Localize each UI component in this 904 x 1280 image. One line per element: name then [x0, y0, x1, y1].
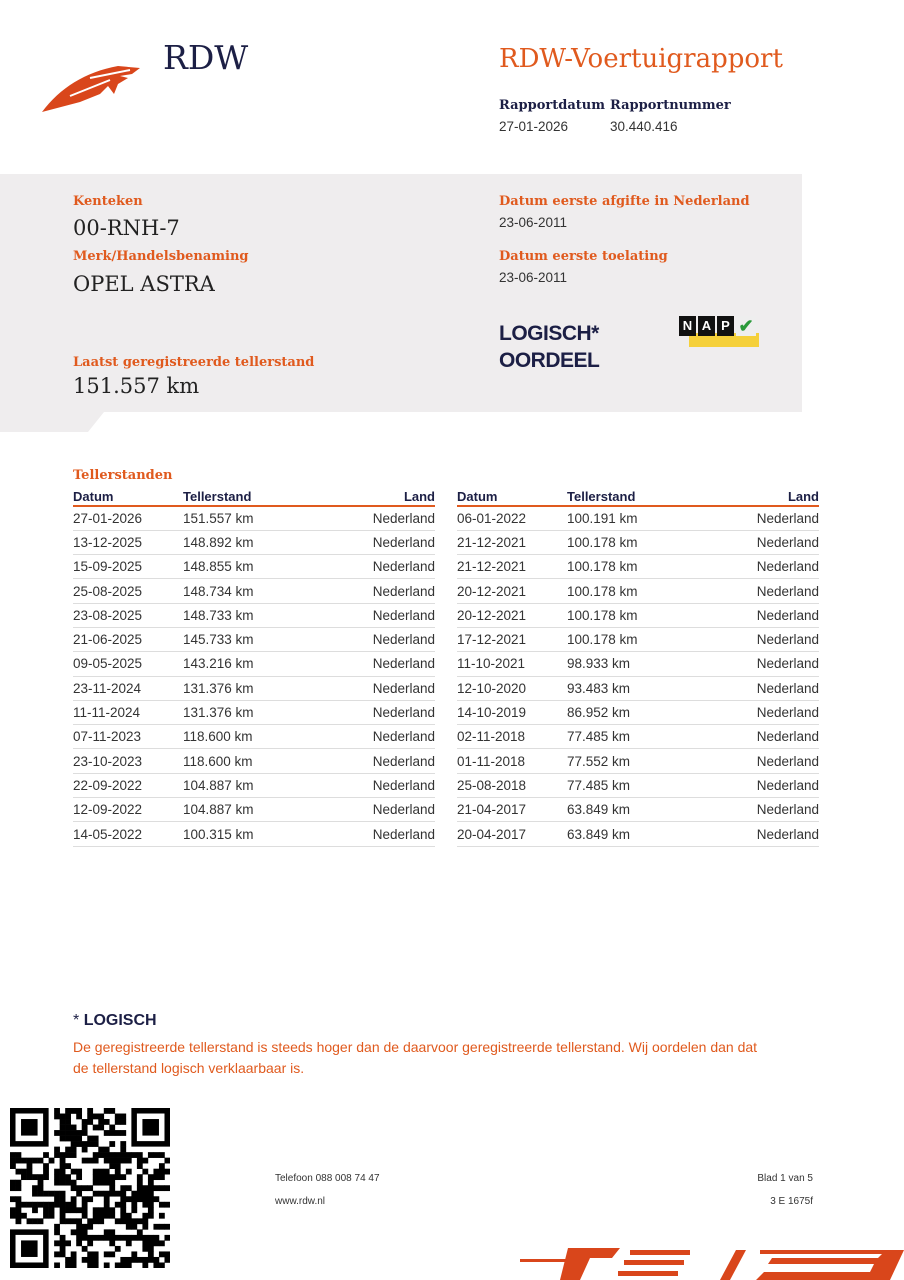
row-date: 21-12-2021 — [457, 530, 567, 554]
row-reading: 100.178 km — [567, 579, 701, 603]
row-date: 21-12-2021 — [457, 555, 567, 579]
row-country: Nederland — [317, 579, 435, 603]
row-reading: 98.933 km — [567, 652, 701, 676]
table-row — [73, 579, 435, 603]
row-reading: 63.849 km — [567, 798, 701, 822]
table-row — [457, 749, 819, 773]
make-label: Merk/Handelsbenaming — [73, 249, 249, 264]
first-issue-label: Datum eerste afgifte in Nederland — [499, 194, 750, 209]
row-reading: 118.600 km — [183, 725, 317, 749]
row-date: 14-05-2022 — [73, 822, 183, 846]
row-country: Nederland — [701, 579, 819, 603]
row-country: Nederland — [317, 603, 435, 627]
row-date: 11-11-2024 — [73, 700, 183, 724]
row-reading: 100.178 km — [567, 627, 701, 651]
row-country: Nederland — [701, 700, 819, 724]
col-country: Land — [317, 488, 435, 506]
row-country: Nederland — [701, 652, 819, 676]
brand-name: RDW — [163, 38, 249, 77]
table-row — [457, 822, 819, 846]
readings-table-left — [73, 488, 435, 847]
table-row — [73, 725, 435, 749]
verdict-line2: OORDEEL — [499, 349, 600, 372]
row-date: 06-01-2022 — [457, 506, 567, 530]
document-code: 3 E 1675f — [770, 1196, 813, 1207]
row-country: Nederland — [701, 530, 819, 554]
first-issue: 23-06-2011 — [499, 215, 568, 230]
report-title: RDW-Voertuigrapport — [499, 44, 783, 74]
verdict — [499, 320, 599, 374]
row-country: Nederland — [701, 798, 819, 822]
nap-letter: N — [679, 316, 696, 336]
row-country: Nederland — [317, 798, 435, 822]
nap-letter: P — [717, 316, 734, 336]
row-date: 23-11-2024 — [73, 676, 183, 700]
report-number: 30.440.416 — [610, 119, 678, 134]
row-reading: 86.952 km — [567, 700, 701, 724]
table-row — [73, 749, 435, 773]
report-number-label: Rapportnummer — [610, 98, 731, 113]
table-row — [457, 700, 819, 724]
row-reading: 148.892 km — [183, 530, 317, 554]
row-reading: 148.855 km — [183, 555, 317, 579]
footnote-star: * — [73, 1012, 80, 1029]
table-row — [457, 725, 819, 749]
table-row — [73, 555, 435, 579]
row-country: Nederland — [317, 555, 435, 579]
row-reading: 100.315 km — [183, 822, 317, 846]
odometer: 151.557 km — [73, 374, 200, 398]
row-reading: 93.483 km — [567, 676, 701, 700]
footnote-title — [73, 1012, 157, 1030]
row-country: Nederland — [701, 676, 819, 700]
row-reading: 63.849 km — [567, 822, 701, 846]
row-date: 23-08-2025 — [73, 603, 183, 627]
row-reading: 100.191 km — [567, 506, 701, 530]
row-date: 17-12-2021 — [457, 627, 567, 651]
row-date: 01-11-2018 — [457, 749, 567, 773]
row-date: 23-10-2023 — [73, 749, 183, 773]
table-row — [73, 700, 435, 724]
row-reading: 145.733 km — [183, 627, 317, 651]
table-row — [457, 627, 819, 651]
row-reading: 77.485 km — [567, 773, 701, 797]
make: OPEL ASTRA — [73, 272, 215, 296]
row-date: 21-04-2017 — [457, 798, 567, 822]
row-reading: 100.178 km — [567, 603, 701, 627]
table-row — [457, 798, 819, 822]
nap-badge — [679, 316, 759, 347]
row-reading: 100.178 km — [567, 530, 701, 554]
col-country: Land — [701, 488, 819, 506]
qr-code — [10, 1108, 170, 1268]
table-row — [73, 530, 435, 554]
verdict-line1: LOGISCH* — [499, 322, 599, 345]
row-country: Nederland — [317, 506, 435, 530]
footnote-title-text: LOGISCH — [83, 1012, 157, 1029]
table-row — [73, 676, 435, 700]
row-country: Nederland — [701, 627, 819, 651]
row-country: Nederland — [317, 652, 435, 676]
readings-title: Tellerstanden — [73, 468, 173, 483]
odometer-label: Laatst geregistreerde tellerstand — [73, 355, 315, 370]
row-reading: 104.887 km — [183, 798, 317, 822]
page-number: Blad 1 van 5 — [757, 1173, 813, 1184]
rdw-logo-icon — [40, 58, 150, 114]
row-date: 27-01-2026 — [73, 506, 183, 530]
row-reading: 148.733 km — [183, 603, 317, 627]
row-country: Nederland — [317, 773, 435, 797]
row-date: 12-09-2022 — [73, 798, 183, 822]
row-country: Nederland — [317, 822, 435, 846]
row-date: 15-09-2025 — [73, 555, 183, 579]
table-row — [73, 773, 435, 797]
row-country: Nederland — [701, 749, 819, 773]
row-date: 14-10-2019 — [457, 700, 567, 724]
first-admission: 23-06-2011 — [499, 270, 568, 285]
col-reading: Tellerstand — [567, 488, 701, 506]
row-country: Nederland — [701, 603, 819, 627]
row-reading: 151.557 km — [183, 506, 317, 530]
table-row — [457, 555, 819, 579]
row-date: 12-10-2020 — [457, 676, 567, 700]
row-country: Nederland — [317, 700, 435, 724]
row-reading: 104.887 km — [183, 773, 317, 797]
plate: 00-RNH-7 — [73, 216, 180, 240]
row-date: 22-09-2022 — [73, 773, 183, 797]
row-date: 20-12-2021 — [457, 603, 567, 627]
row-date: 02-11-2018 — [457, 725, 567, 749]
row-country: Nederland — [317, 627, 435, 651]
row-date: 25-08-2018 — [457, 773, 567, 797]
row-reading: 148.734 km — [183, 579, 317, 603]
row-date: 20-04-2017 — [457, 822, 567, 846]
col-reading: Tellerstand — [183, 488, 317, 506]
phone: Telefoon 088 008 74 47 — [275, 1173, 380, 1184]
row-country: Nederland — [317, 676, 435, 700]
table-row — [73, 652, 435, 676]
row-reading: 131.376 km — [183, 676, 317, 700]
row-date: 20-12-2021 — [457, 579, 567, 603]
table-row — [457, 579, 819, 603]
row-reading: 100.178 km — [567, 555, 701, 579]
row-country: Nederland — [701, 555, 819, 579]
row-date: 09-05-2025 — [73, 652, 183, 676]
row-date: 25-08-2025 — [73, 579, 183, 603]
table-row — [457, 603, 819, 627]
row-reading: 77.485 km — [567, 725, 701, 749]
table-row — [73, 798, 435, 822]
row-reading: 131.376 km — [183, 700, 317, 724]
row-date: 07-11-2023 — [73, 725, 183, 749]
plate-label: Kenteken — [73, 194, 143, 209]
checkmark-icon: ✔ — [736, 316, 756, 336]
row-reading: 77.552 km — [567, 749, 701, 773]
nap-letter: A — [698, 316, 715, 336]
table-row — [457, 652, 819, 676]
row-reading: 118.600 km — [183, 749, 317, 773]
col-date: Datum — [73, 488, 183, 506]
first-admission-label: Datum eerste toelating — [499, 249, 668, 264]
website[interactable]: www.rdw.nl — [275, 1196, 326, 1207]
table-row — [73, 603, 435, 627]
row-reading: 143.216 km — [183, 652, 317, 676]
row-country: Nederland — [701, 725, 819, 749]
table-row — [457, 506, 819, 530]
report-date: 27-01-2026 — [499, 119, 569, 134]
row-date: 11-10-2021 — [457, 652, 567, 676]
report-date-label: Rapportdatum — [499, 98, 605, 113]
row-country: Nederland — [701, 506, 819, 530]
row-country: Nederland — [317, 749, 435, 773]
row-date: 21-06-2025 — [73, 627, 183, 651]
col-date: Datum — [457, 488, 567, 506]
row-country: Nederland — [317, 530, 435, 554]
row-country: Nederland — [701, 822, 819, 846]
readings-table-right — [457, 488, 819, 847]
rdw-stripes-icon — [520, 1244, 904, 1280]
table-row — [73, 506, 435, 530]
table-row — [73, 822, 435, 846]
row-country: Nederland — [317, 725, 435, 749]
row-country: Nederland — [701, 773, 819, 797]
table-row — [457, 773, 819, 797]
table-row — [457, 676, 819, 700]
table-row — [457, 530, 819, 554]
footnote-text: De geregistreerde tellerstand is steeds hoger dan de daarvoor geregistreerde tellerstand. Wij oordelen dan dat de tellerstand logisch verklaarbaar is. — [73, 1039, 758, 1076]
table-row — [73, 627, 435, 651]
row-date: 13-12-2025 — [73, 530, 183, 554]
